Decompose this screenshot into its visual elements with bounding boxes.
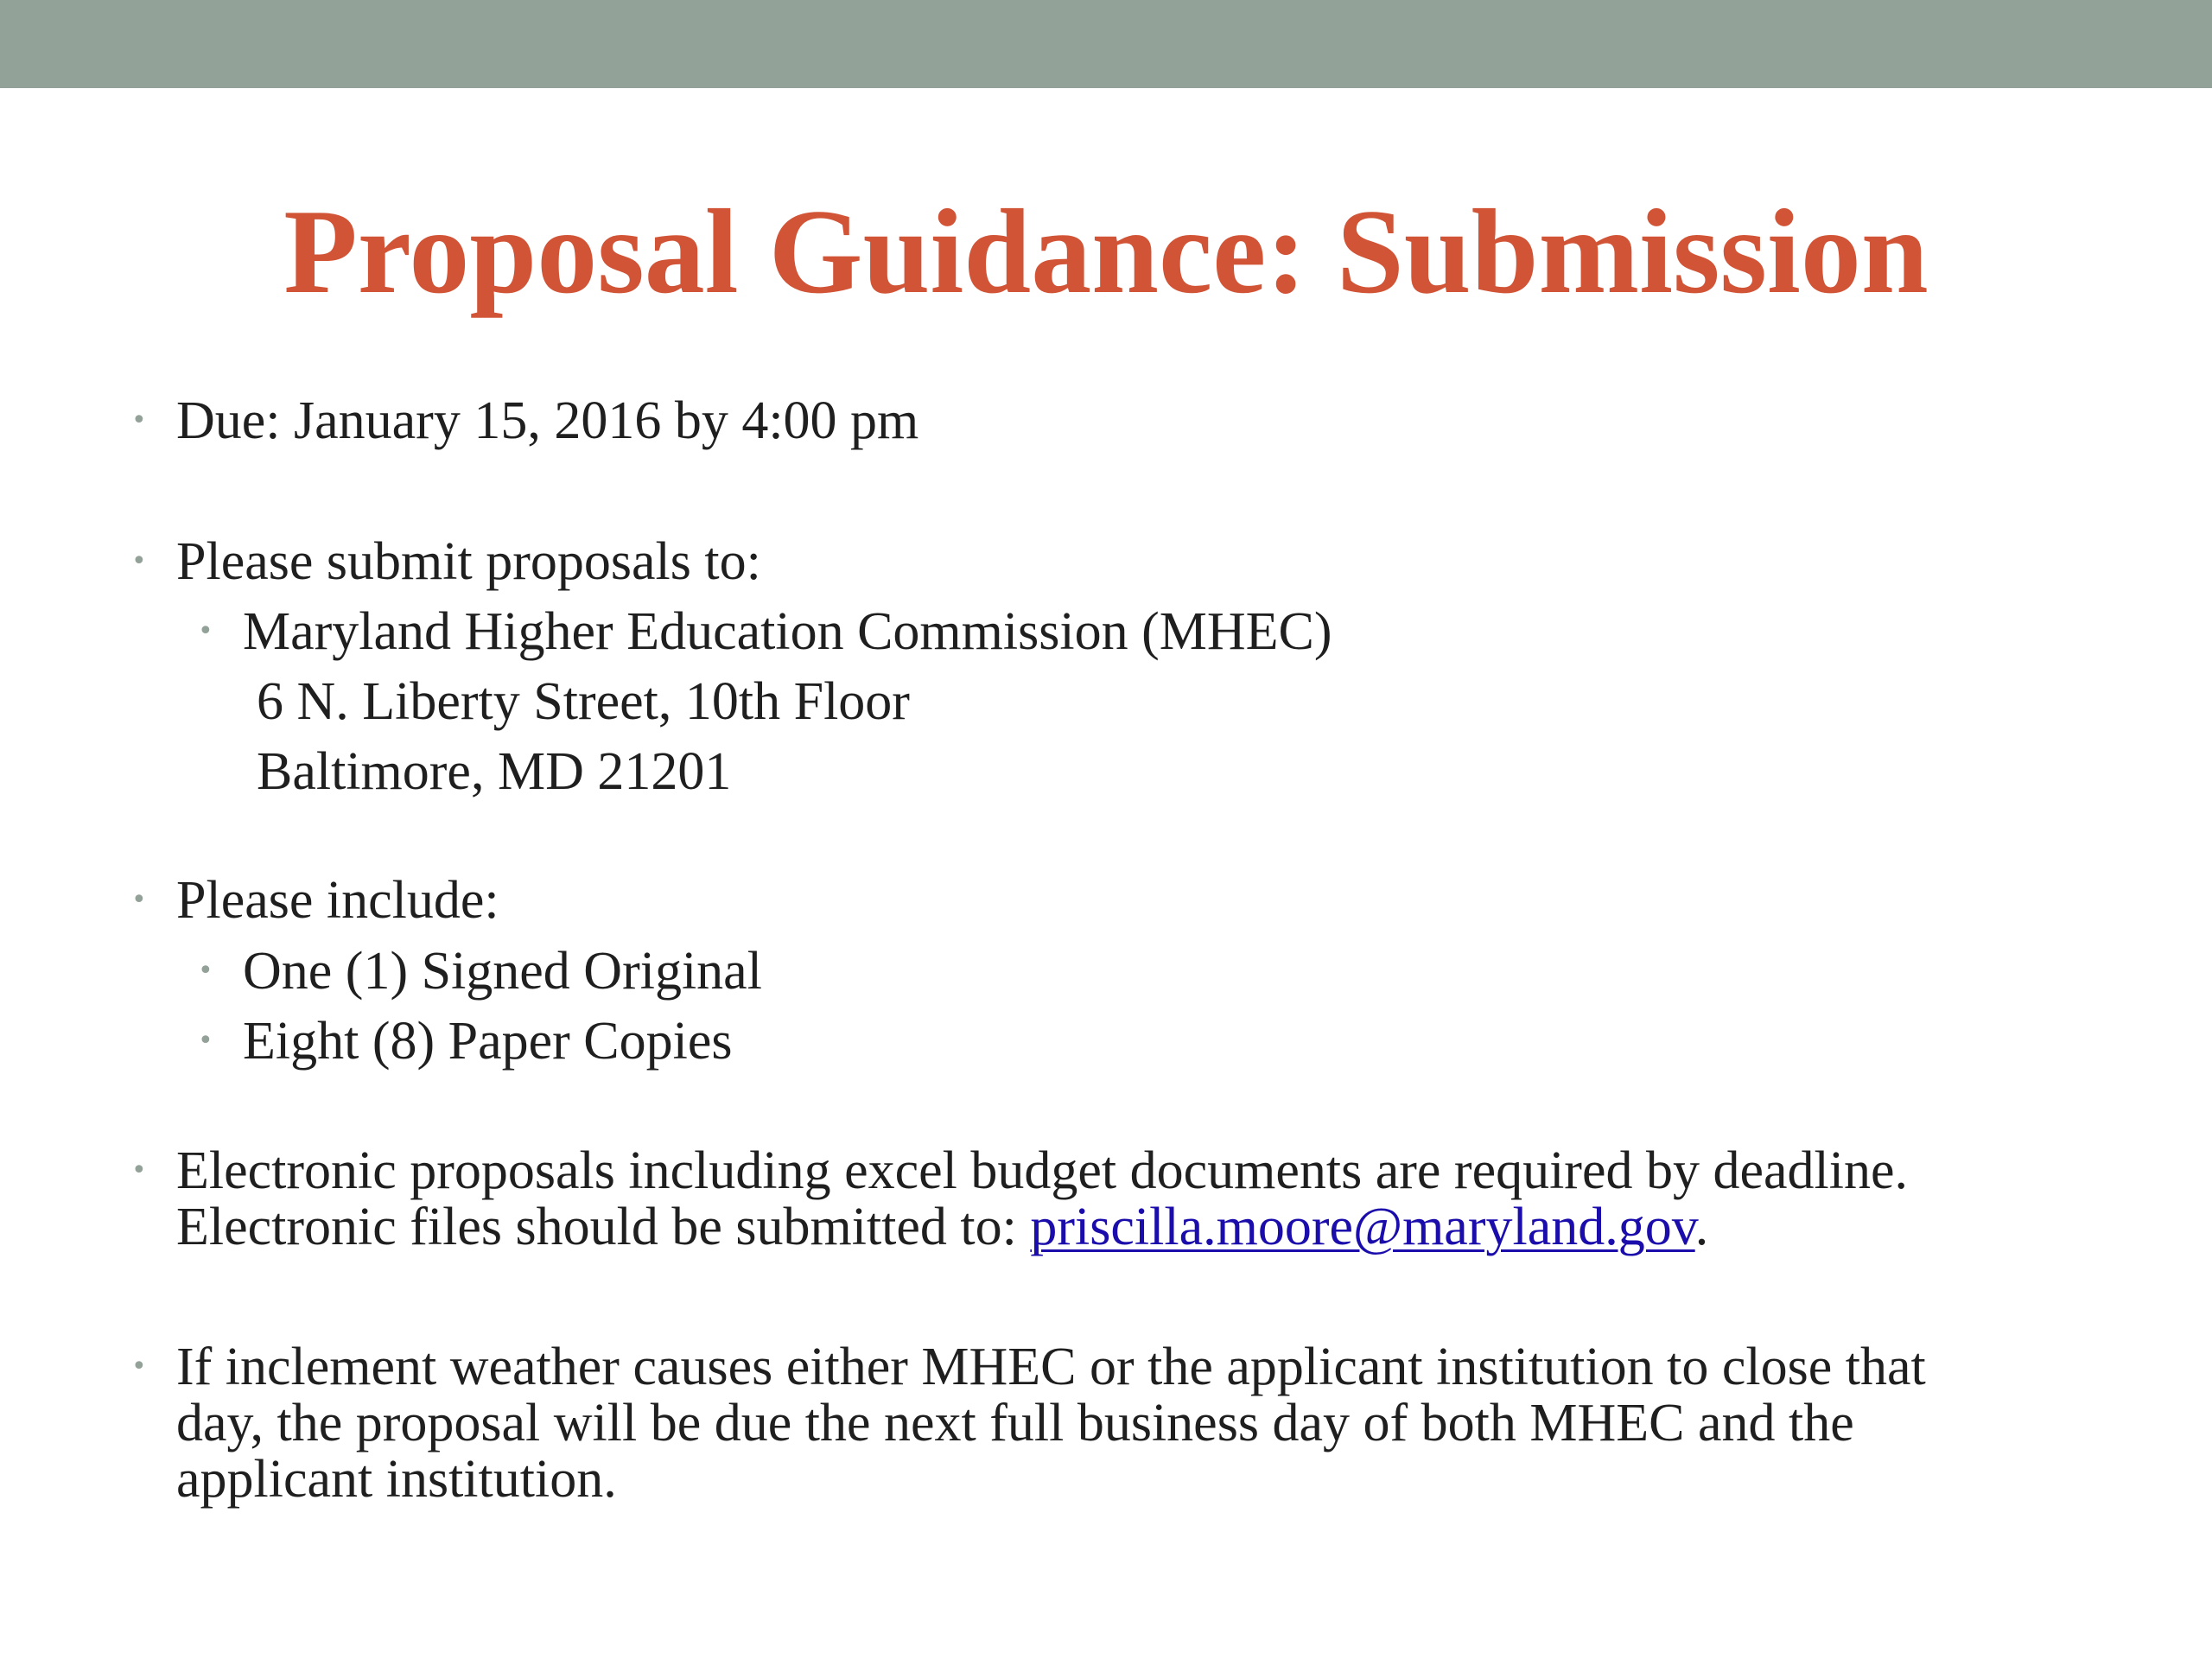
organization-name: Maryland Higher Education Commission (MHEC) [243, 602, 1332, 661]
electronic-line-2-suffix: . [1694, 1198, 1709, 1256]
include-item-signed-original: One (1) Signed Original [243, 942, 762, 1001]
weather-line-3: applicant institution. [176, 1450, 617, 1509]
bullet-marker: • [131, 1351, 147, 1382]
include-label: Please include: [176, 871, 499, 930]
include-item-paper-copies: Eight (8) Paper Copies [243, 1012, 733, 1071]
bullet-marker: • [131, 546, 147, 576]
submit-label: Please submit proposals to: [176, 532, 761, 591]
email-link[interactable]: priscilla.moore@maryland.gov [1030, 1198, 1695, 1256]
weather-line-1: If inclement weather causes either MHEC or the applicant institution to close that [176, 1338, 1926, 1396]
address-line-2: Baltimore, MD 21201 [257, 742, 732, 801]
bullet-marker: • [131, 405, 147, 435]
sub-bullet-marker: • [198, 1026, 213, 1056]
electronic-line-2 [176, 1198, 1708, 1255]
bullet-marker: • [131, 885, 147, 915]
sub-bullet-marker: • [198, 616, 213, 646]
electronic-line-2-prefix: Electronic files should be submitted to: [176, 1198, 1031, 1256]
address-line-1: 6 N. Liberty Street, 10th Floor [257, 672, 910, 731]
slide-title: Proposal Guidance: Submission [283, 185, 1929, 319]
bullet-marker: • [131, 1155, 147, 1185]
sub-bullet-marker: • [198, 956, 213, 986]
electronic-line-1: Electronic proposals including excel budget documents are required by deadline. [176, 1141, 1908, 1200]
due-date-text: Due: January 15, 2016 by 4:00 pm [176, 391, 919, 450]
weather-line-2: day, the proposal will be due the next full business day of both MHEC and the [176, 1394, 1854, 1452]
